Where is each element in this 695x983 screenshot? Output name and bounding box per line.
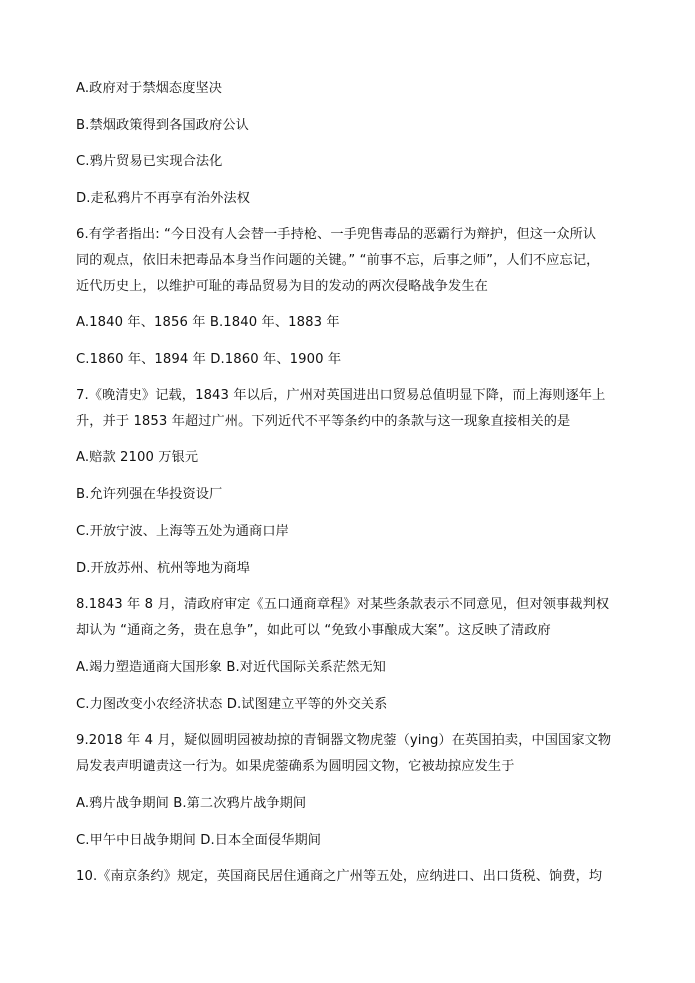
option-5a: A.政府对于禁烟态度坚决 [76, 81, 223, 96]
question-10-line-1: 10.《南京条约》规定，英国商民居住通商之广州等五处，应纳进口、出口货税、饷费，均 [76, 869, 603, 884]
question-8-line-1: 8.1843 年 8 月，清政府审定《五口通商章程》对某些条款表示不同意见，但对领事裁判权 [76, 597, 610, 612]
option-9cd: C.甲午中日战争期间 D.日本全面侵华期间 [76, 833, 322, 848]
question-8-line-2: 却认为 “通商之务，贵在息争”，如此可以 “免致小事酿成大案”。这反映了清政府 [76, 623, 551, 638]
question-9-line-1: 9.2018 年 4 月，疑似圆明园被劫掠的青铜器文物虎蓥（ying）在英国拍卖，中国国家文物 [76, 733, 612, 748]
question-7-line-2: 升，并于 1853 年超过广州。下列近代不平等条约中的条款与这一现象直接相关的是 [76, 414, 571, 429]
option-7d: D.开放苏州、杭州等地为商埠 [76, 561, 250, 576]
option-5b: B.禁烟政策得到各国政府公认 [76, 118, 249, 133]
question-6-line-1: 6.有学者指出: “今日没有人会替一手持枪、一手兜售毒品的恶霸行为辩护，但这一众所认 [76, 227, 597, 242]
question-6-line-3: 近代历史上，以维护可耻的毒品贸易为目的发动的两次侵略战争发生在 [76, 279, 488, 294]
question-6-line-2: 同的观点，依旧未把毒品本身当作问题的关键。” “前事不忘，后事之师”，人们不应忘记， [76, 253, 600, 268]
option-8ab: A.竭力塑造通商大国形象 B.对近代国际关系茫然无知 [76, 660, 386, 675]
question-7-line-1: 7.《晚清史》记载，1843 年以后，广州对英国进出口贸易总值明显下降，而上海则逐年上 [76, 388, 606, 403]
option-8cd: C.力图改变小农经济状态 D.试图建立平等的外交关系 [76, 697, 388, 712]
option-5d: D.走私鸦片不再享有治外法权 [76, 191, 250, 206]
question-9-line-2: 局发表声明谴责这一行为。如果虎蓥确系为圆明园文物，它被劫掠应发生于 [76, 759, 515, 774]
option-7b: B.允许列强在华投资设厂 [76, 487, 223, 502]
option-7a: A.赔款 2100 万银元 [76, 450, 199, 465]
option-6cd: C.1860 年、1894 年 D.1860 年、1900 年 [76, 352, 342, 367]
option-9ab: A.鸦片战争期间 B.第二次鸦片战争期间 [76, 796, 307, 811]
option-7c: C.开放宁波、上海等五处为通商口岸 [76, 524, 289, 539]
option-5c: C.鸦片贸易已实现合法化 [76, 154, 223, 169]
option-6ab: A.1840 年、1856 年 B.1840 年、1883 年 [76, 315, 340, 330]
